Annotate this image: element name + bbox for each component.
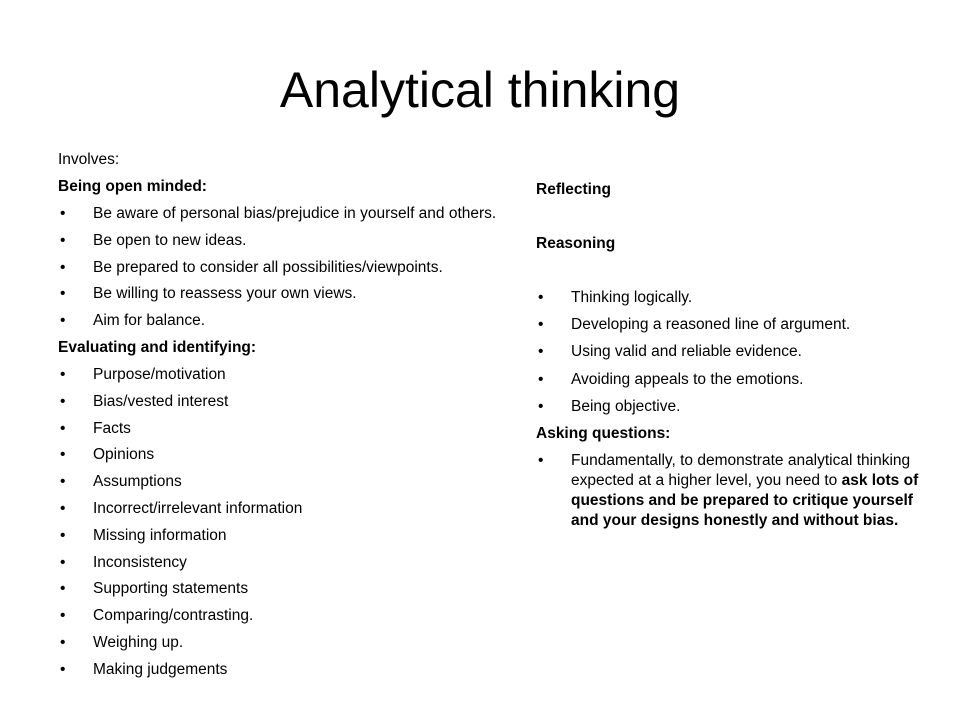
reasoning-heading: Reasoning [536, 235, 616, 252]
evaluating-heading: Evaluating and identifying: [58, 338, 257, 356]
evaluating-list [58, 365, 498, 680]
open-minded-heading: Being open minded: [58, 178, 207, 195]
list-item: • Purpose/motivation [58, 365, 498, 385]
reflecting-heading: Reflecting [536, 181, 611, 198]
list-item: • Opinions [58, 445, 498, 465]
list-item: • Using valid and reliable evidence. [536, 342, 936, 362]
spacer [536, 261, 936, 288]
list-item: • Weighing up. [58, 633, 498, 653]
list-item: • Bias/vested interest [58, 392, 498, 412]
right-column [536, 180, 936, 538]
list-item: • Comparing/contrasting. [58, 606, 498, 626]
list-item: • Incorrect/irrelevant information [58, 499, 498, 519]
spacer [536, 207, 936, 234]
list-item [536, 451, 936, 531]
reasoning-list [536, 288, 936, 417]
list-item: • Facts [58, 419, 498, 439]
list-item: • Be open to new ideas. [58, 231, 498, 251]
list-item: • Missing information [58, 526, 498, 546]
questions-item-emphasis: ask lots of questions and be prepared to critique yourself and your designs honestly and without bias. [571, 471, 919, 529]
left-column [58, 150, 498, 687]
questions-list [536, 451, 936, 531]
intro-text: Involves: [58, 151, 120, 168]
list-item: • Be willing to reassess your own views. [58, 284, 498, 304]
list-item: • Thinking logically. [536, 288, 936, 308]
list-item: • Assumptions [58, 472, 498, 492]
list-item: • Be aware of personal bias/prejudice in yourself and others. [58, 204, 498, 224]
list-item: • Aim for balance. [58, 311, 498, 331]
list-item: • Making judgements [58, 660, 498, 680]
list-item: • Be prepared to consider all possibilities/viewpoints. [58, 258, 498, 278]
questions-heading: Asking questions: [536, 424, 671, 442]
open-minded-list [58, 204, 498, 331]
list-item: • Inconsistency [58, 553, 498, 573]
slide-title: Analytical thinking [279, 62, 681, 118]
questions-item-text: Fundamentally, to demonstrate analytical thinking expected at a higher level, you need to [571, 451, 911, 489]
list-item: • Supporting statements [58, 579, 498, 599]
list-item: • Being objective. [536, 397, 936, 417]
list-item: • Avoiding appeals to the emotions. [536, 370, 936, 390]
list-item: • Developing a reasoned line of argument. [536, 315, 936, 335]
